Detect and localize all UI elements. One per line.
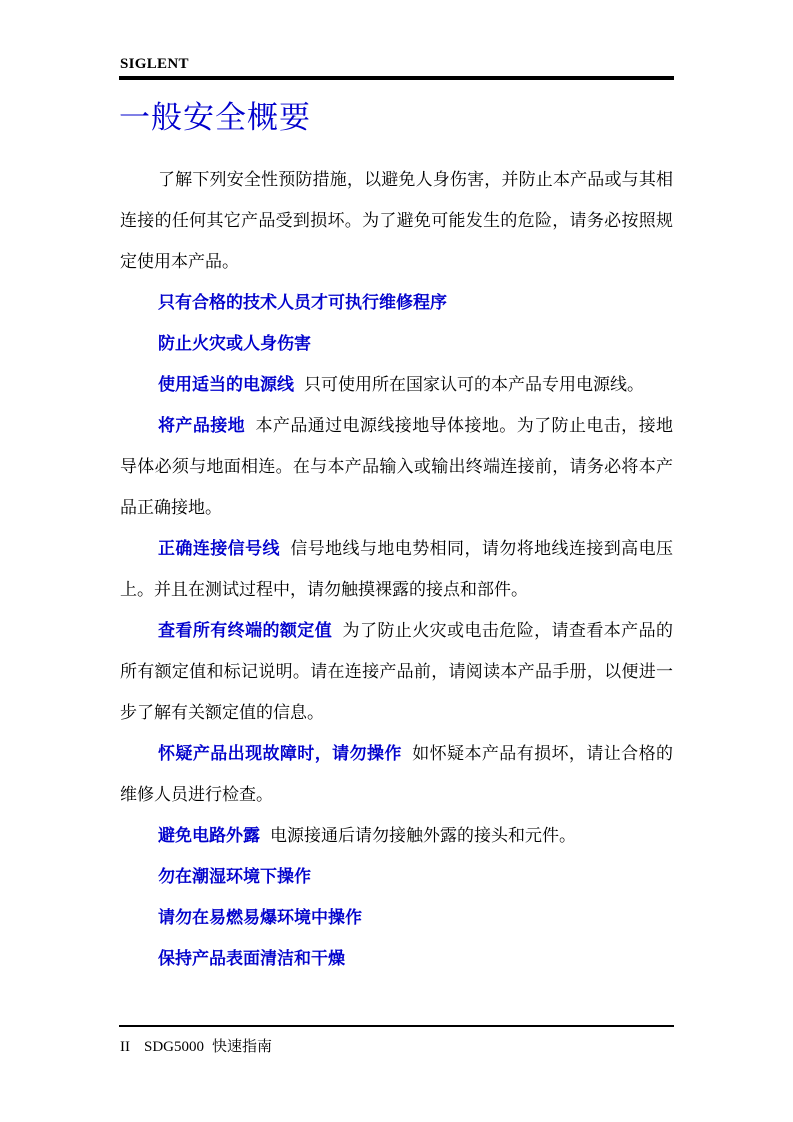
safety-item	[120, 365, 673, 406]
safety-item-text: 为了防止火灾或电击危险，请查看本产品的所有额定值和标记说明。请在连接产品前，请阅读本产品手册，以便进一步了解有关额定值的信息。	[120, 621, 674, 723]
safety-item	[120, 611, 673, 734]
safety-item-heading: 将产品接地	[158, 416, 246, 436]
safety-item	[120, 939, 673, 980]
safety-item-heading: 怀疑产品出现故障时，请勿操作	[158, 744, 402, 764]
safety-item	[120, 324, 673, 365]
safety-item	[120, 857, 673, 898]
page-title: 一般安全概要	[119, 100, 311, 136]
intro-paragraph: 了解下列安全性预防措施，以避免人身伤害，并防止本产品或与其相连接的任何其它产品受到损坏。为了避免可能发生的危险，请务必按照规定使用本产品。	[120, 170, 673, 272]
safety-item	[120, 734, 673, 816]
safety-item-heading: 防止火灾或人身伤害	[158, 334, 311, 354]
safety-item-text: 本产品通过电源线接地导体接地。为了防止电击，接地导体必须与地面相连。在与本产品输入或输出终端连接前，请务必将本产品正确接地。	[120, 416, 674, 518]
safety-item	[120, 898, 673, 939]
safety-item-heading: 避免电路外露	[158, 826, 260, 846]
safety-item-text: 只可使用所在国家认可的本产品专用电源线。	[304, 375, 644, 395]
safety-item-heading: 查看所有终端的额定值	[158, 621, 333, 641]
document-name: 快速指南	[212, 1039, 273, 1055]
header-brand: SIGLENT	[120, 56, 189, 72]
safety-item-text: 信号地线与地电势相同，请勿将地线连接到高电压上。并且在测试过程中，请勿触摸裸露的接点和部件。	[120, 539, 674, 600]
document-body	[120, 160, 673, 980]
footer-rule	[119, 1025, 674, 1027]
safety-item-text: 如怀疑本产品有损坏，请让合格的维修人员进行检查。	[120, 744, 674, 805]
safety-item-heading: 使用适当的电源线	[158, 375, 294, 395]
page-footer	[120, 1035, 272, 1056]
safety-item	[120, 816, 673, 857]
header-rule	[119, 76, 674, 80]
safety-item-text: 电源接通后请勿接触外露的接头和元件。	[270, 826, 576, 846]
safety-item-heading: 勿在潮湿环境下操作	[158, 867, 311, 887]
safety-item	[120, 529, 673, 611]
safety-item	[120, 406, 673, 529]
page-number: II	[120, 1039, 130, 1055]
product-name: SDG5000	[144, 1039, 205, 1055]
safety-item-heading: 只有合格的技术人员才可执行维修程序	[158, 293, 447, 313]
safety-item-heading: 请勿在易燃易爆环境中操作	[158, 908, 362, 928]
safety-item-heading: 正确连接信号线	[158, 539, 280, 559]
safety-item	[120, 283, 673, 324]
safety-item-heading: 保持产品表面清洁和干燥	[158, 949, 345, 969]
